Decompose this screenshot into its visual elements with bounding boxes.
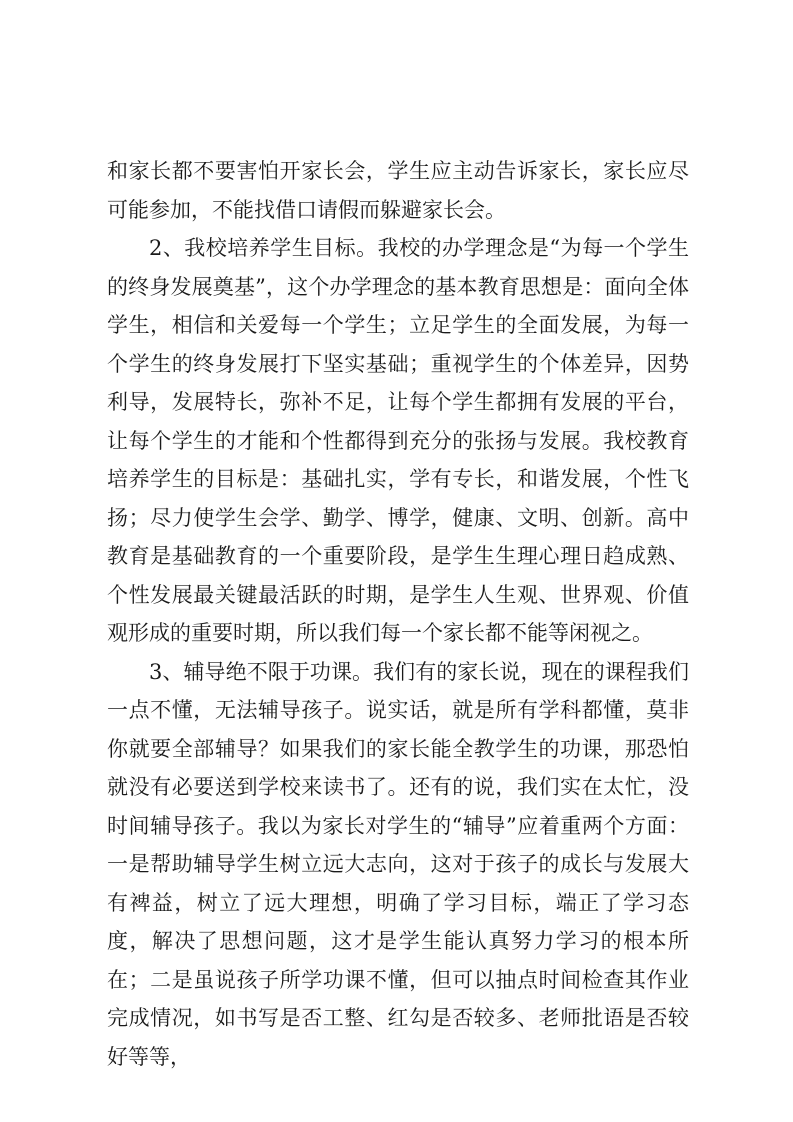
paragraph-school-goals: 2、我校培养学生目标。我校的办学理念是“为每一个学生的终身发展奠基”，这个办学理念的基本教育思想是：面向全体学生，相信和关爱每一个学生；立足学生的全面发展，为每一个学生的终身发展打下坚实基础；重视学生的个体差异，因势利导，发展特长，弥补不足，让每个学生都拥有发展的平台，让每个学生的才能和个性都得到充分的张扬与发展。我校教育培养学生的目标是：基础扎实，学有专长，和谐发展，个性飞扬；尽力使学生会学、勤学、博学，健康、文明、创新。高中教育是基础教育的一个重要阶段，是学生生理心理日趋成熟、个性发展最关键最活跃的时期，是学生人生观、世界观、价值观形成的重要时期，所以我们每一个家长都不能等闲视之。 — [107, 236, 689, 645]
document-body — [107, 152, 689, 1076]
paragraph-tutoring: 3、辅导绝不限于功课。我们有的家长说，现在的课程我们一点不懂，无法辅导孩子。说实话，就是所有学科都懂，莫非你就要全部辅导？如果我们的家长能全教学生的功课，那恐怕就没有必要送到学校来读书了。还有的说，我们实在太忙，没时间辅导孩子。我以为家长对学生的“辅导”应着重两个方面：一是帮助辅导学生树立远大志向，这对于孩子的成长与发展大有裨益，树立了远大理想，明确了学习目标，端正了学习态度，解决了思想问题，这才是学生能认真努力学习的根本所在；二是虽说孩子所学功课不懂，但可以抽点时间检查其作业完成情况，如书写是否工整、红勾是否较多、老师批语是否较好等等， — [107, 659, 689, 1069]
paragraph-continuation: 和家长都不要害怕开家长会，学生应主动告诉家长，家长应尽可能参加，不能找借口请假而躲避家长会。 — [107, 159, 689, 222]
